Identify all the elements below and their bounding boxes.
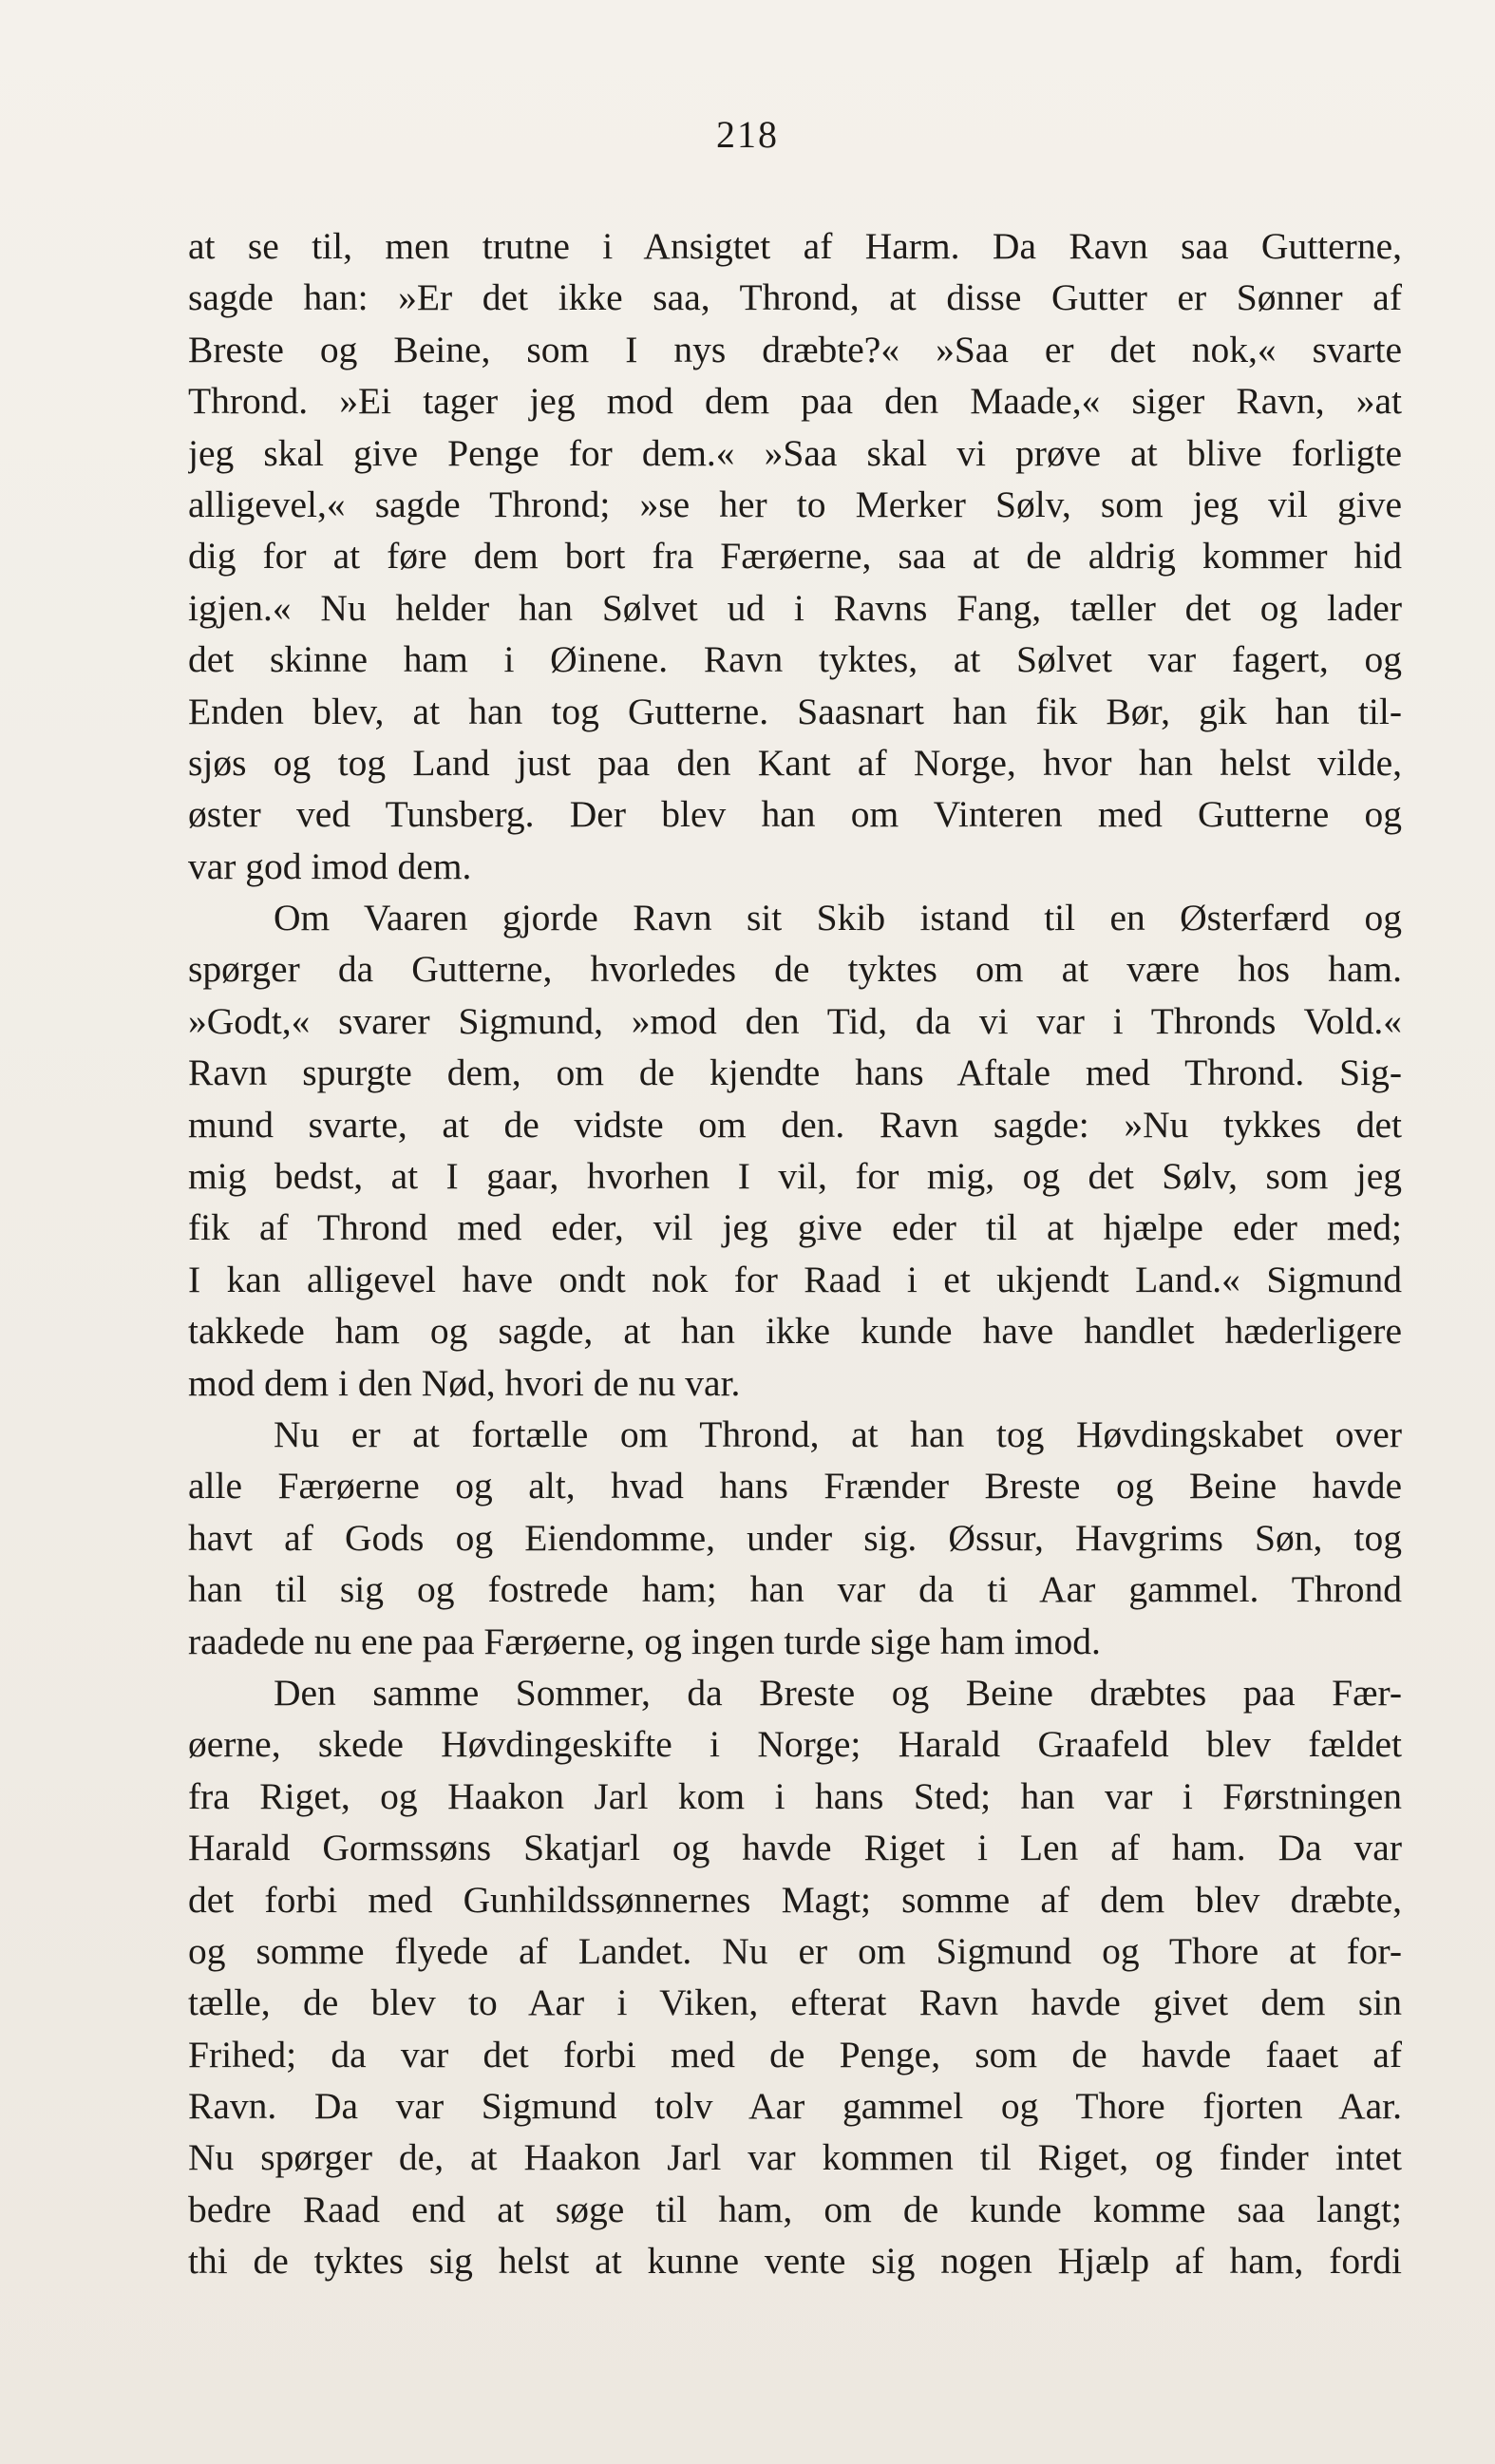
- text-line: igjen.« Nu helder han Sølvet ud i Ravns Fang, tæller det og lader: [188, 586, 1402, 629]
- text-line: Thrond. »Ei tager jeg mod dem paa den Maade,« siger Ravn, »at: [188, 380, 1402, 423]
- text-line: jeg skal give Penge for dem.« »Saa skal vi prøve at blive forligte: [188, 431, 1402, 474]
- text-line: dig for at føre dem bort fra Færøerne, saa at de aldrig kommer hid: [188, 535, 1402, 578]
- text-line: sjøs og tog Land just paa den Kant af Norge, hvor han helst vilde,: [188, 741, 1402, 784]
- text-line: fra Riget, og Haakon Jarl kom i hans Sted; han var i Førstningen: [188, 1774, 1402, 1817]
- body-text: [188, 220, 1402, 2287]
- text-line: Breste og Beine, som I nys dræbte?« »Saa er det nok,« svarte: [188, 328, 1402, 370]
- text-line: mig bedst, at I gaar, hvorhen I vil, for mig, og det Sølv, som jeg: [188, 1155, 1402, 1198]
- text-line: mund svarte, at de vidste om den. Ravn sagde: »Nu tykkes det: [188, 1103, 1402, 1146]
- text-line: øster ved Tunsberg. Der blev han om Vinteren med Gutterne og: [188, 793, 1402, 836]
- text-line: Ravn spurgte dem, om de kjendte hans Aftale med Thrond. Sig-: [188, 1052, 1402, 1094]
- text-line: Nu spørger de, at Haakon Jarl var kommen til Riget, og finder intet: [188, 2136, 1402, 2179]
- text-line: fik af Thrond med eder, vil jeg give eder til at hjælpe eder med;: [188, 1206, 1402, 1249]
- text-line: at se til, men trutne i Ansigtet af Harm. Da Ravn saa Gutterne,: [188, 225, 1402, 267]
- text-line: I kan alligevel have ondt nok for Raad i et ukjendt Land.« Sigmund: [188, 1258, 1402, 1300]
- text-line: Frihed; da var det forbi med de Penge, som de havde faaet af: [188, 2033, 1402, 2075]
- text-line: mod dem i den Nød, hvori de nu var.: [188, 1361, 741, 1404]
- text-line: thi de tyktes sig helst at kunne vente sig nogen Hjælp af ham, fordi: [188, 2240, 1402, 2283]
- text-line: raadede nu ene paa Færøerne, og ingen turde sige ham imod.: [188, 1620, 1101, 1662]
- text-line: spørger da Gutterne, hvorledes de tyktes om at være hos ham.: [188, 948, 1402, 991]
- text-line: Harald Gormssøns Skatjarl og havde Riget i Len af ham. Da var: [188, 1827, 1402, 1869]
- text-line: øerne, skede Høvdingeskifte i Norge; Harald Graafeld blev fældet: [188, 1723, 1402, 1766]
- text-line: tælle, de blev to Aar i Viken, efterat Ravn havde givet dem sin: [188, 1981, 1402, 2024]
- text-line: havt af Gods og Eiendomme, under sig. Øssur, Havgrims Søn, tog: [188, 1516, 1402, 1559]
- text-line: Den samme Sommer, da Breste og Beine dræbtes paa Fær-: [274, 1671, 1402, 1714]
- text-line: det skinne ham i Øinene. Ravn tyktes, at Sølvet var fagert, og: [188, 638, 1402, 681]
- text-line: og somme flyede af Landet. Nu er om Sigmund og Thore at for-: [188, 1929, 1402, 1972]
- text-line: sagde han: »Er det ikke saa, Thrond, at disse Gutter er Sønner af: [188, 276, 1402, 319]
- text-line: alligevel,« sagde Thrond; »se her to Merker Sølv, som jeg vil give: [188, 483, 1402, 525]
- text-line: han til sig og fostrede ham; han var da ti Aar gammel. Thrond: [188, 1568, 1402, 1611]
- text-line: Ravn. Da var Sigmund tolv Aar gammel og Thore fjorten Aar.: [188, 2085, 1402, 2128]
- text-line: »Godt,« svarer Sigmund, »mod den Tid, da vi var i Thronds Vold.«: [188, 999, 1402, 1042]
- text-line: var god imod dem.: [188, 844, 472, 887]
- text-line: det forbi med Gunhildssønnernes Magt; somme af dem blev dræbte,: [188, 1878, 1402, 1921]
- text-line: alle Færøerne og alt, hvad hans Frænder Breste og Beine havde: [188, 1465, 1402, 1507]
- page-number: 218: [716, 113, 779, 156]
- text-line: takkede ham og sagde, at han ikke kunde have handlet hæderligere: [188, 1310, 1402, 1353]
- text-line: Enden blev, at han tog Gutterne. Saasnart han fik Bør, gik han til-: [188, 690, 1402, 732]
- text-line: Om Vaaren gjorde Ravn sit Skib istand til en Østerfærd og: [274, 897, 1402, 939]
- text-line: bedre Raad end at søge til ham, om de kunde komme saa langt;: [188, 2188, 1402, 2230]
- text-line: Nu er at fortælle om Thrond, at han tog Høvdingskabet over: [274, 1412, 1402, 1455]
